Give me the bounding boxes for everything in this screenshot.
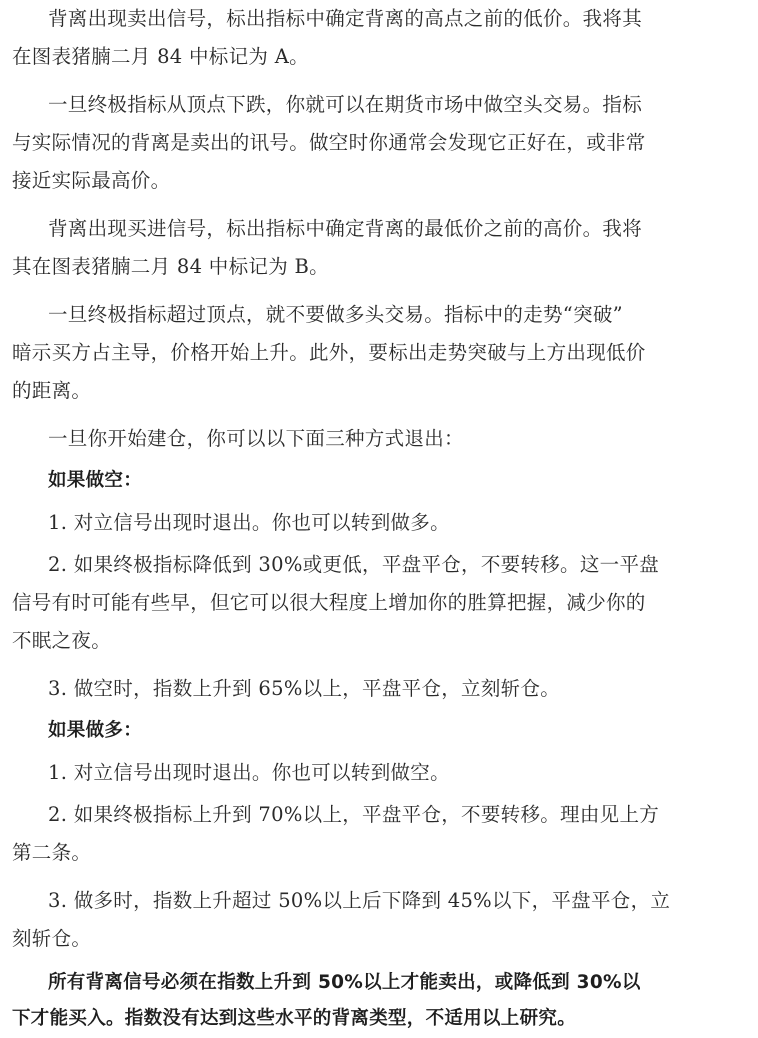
paragraph-3-line-1: 背离出现买进信号，标出指标中确定背离的最低价之前的高价。我将 [48, 217, 643, 240]
long-item-1: 1. 对立信号出现时退出。你也可以转到做空。 [48, 761, 450, 784]
short-item-3: 3. 做空时，指数上升到 65%以上，平盘平仓，立刻斩仓。 [48, 677, 561, 700]
long-item-2-line-2: 第二条。 [12, 841, 92, 864]
paragraph-2-line-3: 接近实际最高价。 [12, 169, 171, 192]
heading-long: 如果做多： [48, 720, 143, 741]
paragraph-5-line-1: 一旦你开始建仓，你可以以下面三种方式退出： [48, 427, 464, 450]
heading-short: 如果做空： [48, 470, 143, 491]
paragraph-2-line-1: 一旦终极指标从顶点下跌，你就可以在期货市场中做空头交易。指标 [48, 93, 643, 116]
paragraph-4-line-3: 的距离。 [12, 379, 92, 402]
paragraph-1-line-1: 背离出现卖出信号，标出指标中确定背离的高点之前的低价。我将其 [48, 7, 643, 30]
paragraph-1-line-2: 在图表猪腩二月 84 中标记为 A。 [12, 45, 309, 68]
long-item-3-line-1: 3. 做多时，指数上升超过 50%以上后下降到 45%以下，平盘平仓，立 [48, 889, 671, 912]
short-item-1: 1. 对立信号出现时退出。你也可以转到做多。 [48, 511, 450, 534]
conclusion-line-1: 所有背离信号必须在指数上升到 50%以上才能卖出，或降低到 30%以 [48, 972, 641, 993]
paragraph-3-line-2: 其在图表猪腩二月 84 中标记为 B。 [12, 255, 329, 278]
conclusion-line-2: 下才能买入。指数没有达到这些水平的背离类型，不适用以上研究。 [12, 1008, 577, 1029]
short-item-2-line-2: 信号有时可能有些早，但它可以很大程度上增加你的胜算把握，减少你的 [12, 591, 646, 614]
long-item-3-line-2: 刻斩仓。 [12, 927, 92, 950]
paragraph-2-line-2: 与实际情况的背离是卖出的讯号。做空时你通常会发现它正好在，或非常 [12, 131, 646, 154]
short-item-2-line-3: 不眠之夜。 [12, 629, 112, 652]
long-item-2-line-1: 2. 如果终极指标上升到 70%以上，平盘平仓，不要转移。理由见上方 [48, 803, 660, 826]
paragraph-4-line-1: 一旦终极指标超过顶点，就不要做多头交易。指标中的走势“突破” [48, 303, 623, 326]
short-item-2-line-1: 2. 如果终极指标降低到 30%或更低，平盘平仓，不要转移。这一平盘 [48, 553, 660, 576]
paragraph-4-line-2: 暗示买方占主导，价格开始上升。此外，要标出走势突破与上方出现低价 [12, 341, 646, 364]
